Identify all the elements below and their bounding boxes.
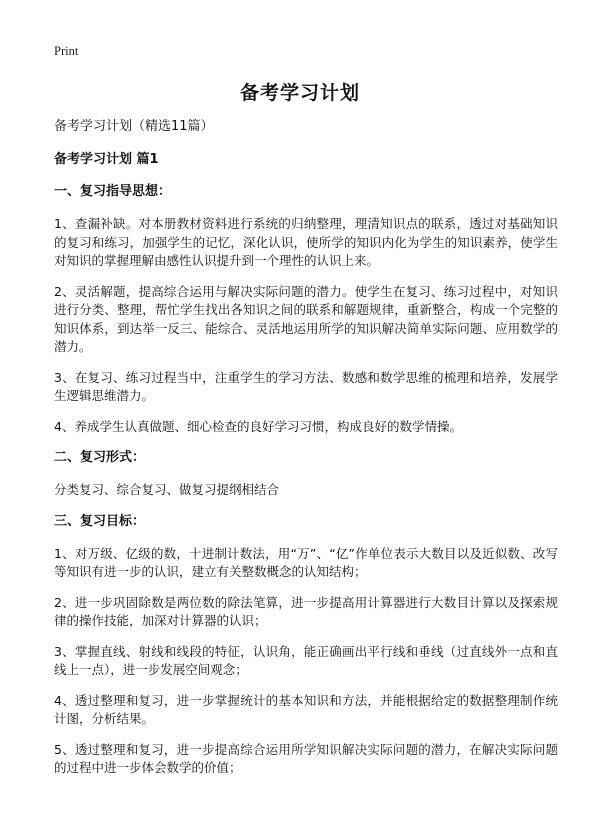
section-1-paragraph-4: 4、养成学生认真做题、细心检查的良好学习习惯，构成良好的数学情操。 [54,418,462,434]
section-1-paragraph-1: 1、查漏补缺。对本册教材资料进行系统的归纳整理，理清知识点的联系，透过对基础知识的复习和练习，加强学生的记忆，深化认识，使所学的知识内化为学生的知识素养，使学生对知识的掌握理解由感性认识提升到一个理性的认识上来。 [54,216,558,268]
section-heading-2: 二、复习形式： [54,450,146,465]
article-heading: 备考学习计划 篇1 [54,152,159,167]
section-3-paragraph-5: 5、透过整理和复习，进一步提高综合运用所学知识解决实际问题的潜力，在解决实际问题的过程中进一步体会数学的价值； [54,741,558,775]
section-1-paragraph-3: 3、在复习、练习过程当中，注重学生的学习方法、数感和数学思维的梳理和培养，发展学生逻辑思维潜力。 [54,369,558,403]
section-3-paragraph-3: 3、掌握直线、射线和线段的特征，认识角，能正确画出平行线和垂线（过直线外一点和直线上一点），进一步发展空间观念； [54,643,558,677]
section-3-paragraph-4: 4、透过整理和复习，进一步掌握统计的基本知识和方法，并能根据给定的数据整理制作统计图，分析结果。 [54,692,558,726]
section-1-paragraph-2: 2、灵活解题，提高综合运用与解决实际问题的潜力。使学生在复习、练习过程中，对知识进行分类、整理，帮忙学生找出各知识之间的联系和解题规律，重新整合，构成一个完整的知识体系，到达举一反三、能综合、灵活地运用所学的知识解决简单实际问题、应用数学的潜力。 [54,283,558,354]
section-3-paragraph-1: 1、对万级、亿级的数，十进制计数法，用“万”、“亿”作单位表示大数目以及近似数、改写等知识有进一步的认识，建立有关整数概念的认知结构； [54,545,558,579]
section-heading-3: 三、复习目标： [54,513,146,529]
section-heading-1: 一、复习指导思想： [54,184,172,199]
print-link[interactable]: Print [54,44,79,58]
section-2-paragraph-1: 分类复习、综合复习、做复习提纲相结合 [54,482,280,497]
document-subtitle: 备考学习计划（精选11篇） [54,119,214,134]
document-body [54,118,558,790]
page-title: 备考学习计划 [239,82,360,104]
section-3-paragraph-2: 2、进一步巩固除数是两位数的除法笔算，进一步提高用计算器进行大数目计算以及探索规律的操作技能，加深对计算器的认识； [54,594,558,628]
